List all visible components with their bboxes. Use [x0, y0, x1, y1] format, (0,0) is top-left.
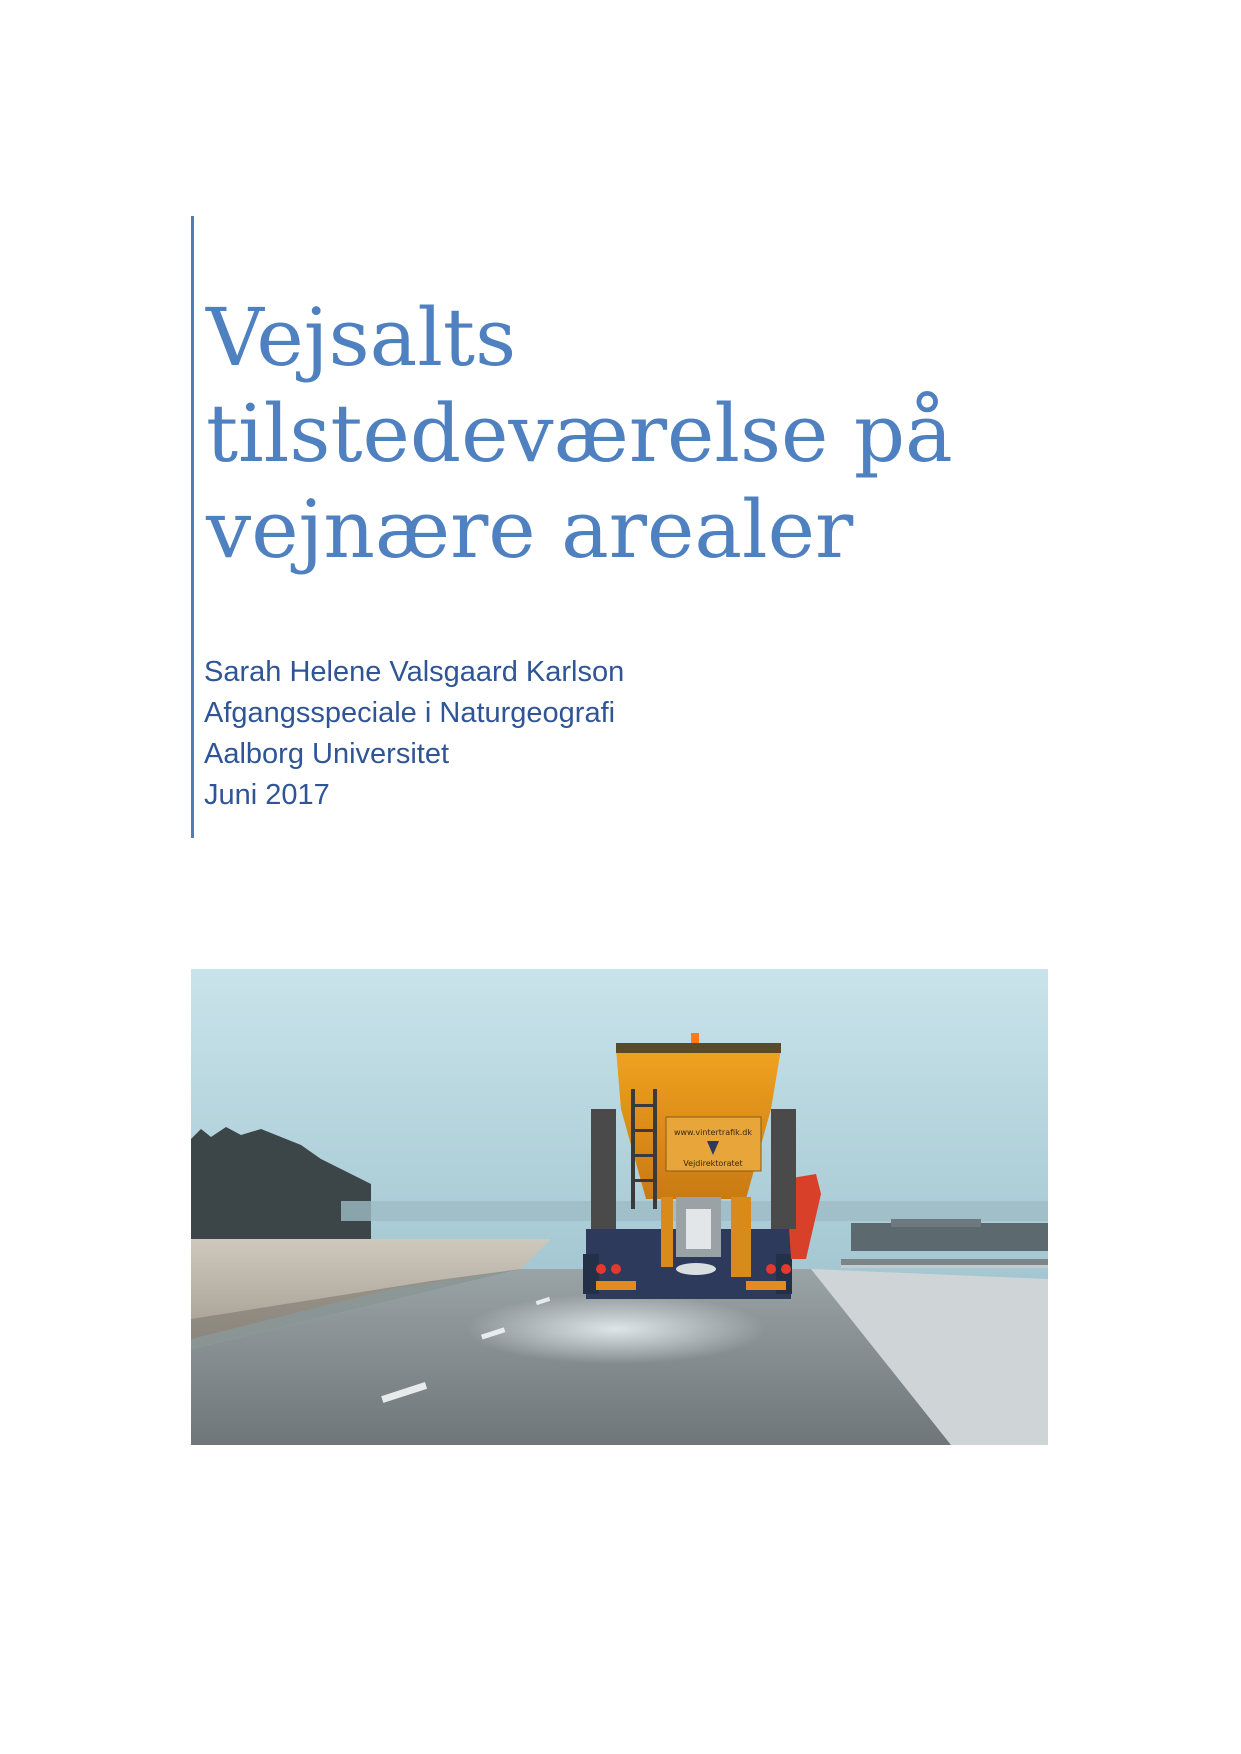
truck-url-text: www.vintertrafik.dk	[673, 1128, 753, 1137]
truck-agency-text: Vejdirektoratet	[683, 1159, 743, 1168]
publication-date: Juni 2017	[204, 779, 330, 811]
cover-metadata	[204, 652, 624, 816]
cover-photo-salt-spreader-truck	[191, 969, 1048, 1445]
title-line-1: Vejsalts	[206, 291, 517, 384]
document-title	[206, 290, 1106, 578]
university-name: Aalborg Universitet	[204, 738, 449, 770]
title-line-2: tilstedeværelse på	[206, 387, 953, 480]
title-accent-bar	[191, 216, 194, 838]
title-line-3: vejnære arealer	[206, 483, 854, 576]
author-name: Sarah Helene Valsgaard Karlson	[204, 656, 625, 688]
thesis-type: Afgangsspeciale i Naturgeografi	[204, 697, 616, 729]
